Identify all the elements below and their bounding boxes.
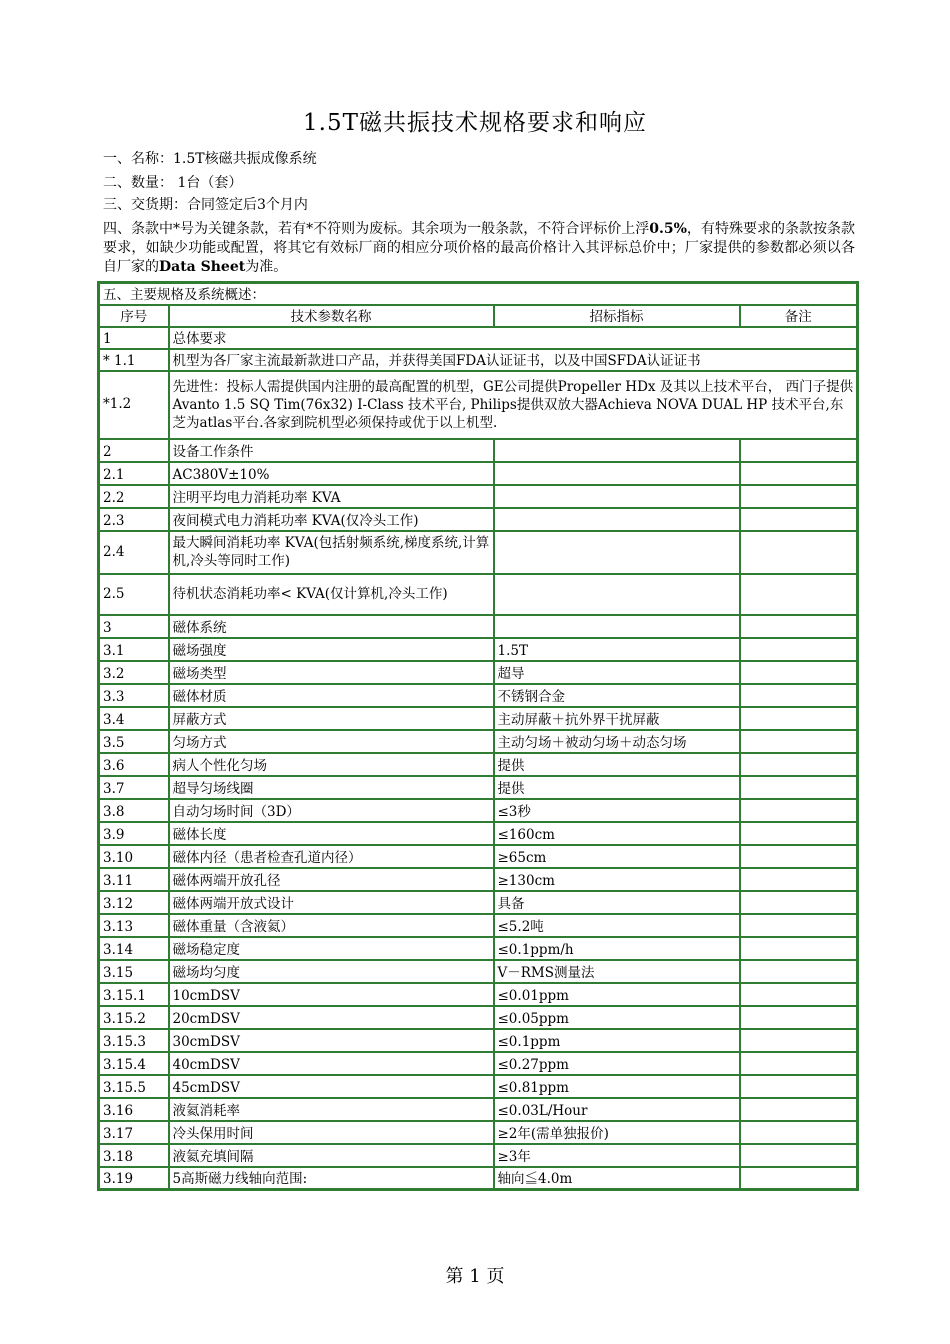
- row-note-cell: [740, 845, 858, 868]
- row-note-cell: [740, 615, 858, 638]
- row-note-cell: [740, 638, 858, 661]
- table-row: [99, 707, 858, 730]
- table-row: [99, 531, 858, 574]
- row-number-cell: 3.7: [99, 776, 169, 799]
- table-row: [99, 960, 858, 983]
- table-row: [99, 371, 858, 439]
- row-note-cell: [740, 1098, 858, 1121]
- table-row: [99, 914, 858, 937]
- table-row: [99, 1144, 858, 1167]
- quantity-line: 二、数量： 1台（套）: [103, 175, 243, 191]
- row-note-cell: [740, 508, 858, 531]
- clause-text-end: 为准。: [245, 259, 288, 275]
- row-name-cell: 机型为各厂家主流最新款进口产品，并获得美国FDA认证证书，以及中国SFDA认证证书: [169, 349, 858, 371]
- row-value-cell: ≥65cm: [494, 845, 740, 868]
- row-number-cell: 3.11: [99, 868, 169, 891]
- row-note-cell: [740, 661, 858, 684]
- row-number-cell: 3.2: [99, 661, 169, 684]
- table-row: [99, 1006, 858, 1029]
- table-row: [99, 1098, 858, 1121]
- table-row: [99, 776, 858, 799]
- row-name-cell: 液氦充填间隔: [169, 1144, 494, 1167]
- row-value-cell: 提供: [494, 776, 740, 799]
- row-note-cell: [740, 1144, 858, 1167]
- row-value-cell: V－RMS测量法: [494, 960, 740, 983]
- row-number-cell: 3.15: [99, 960, 169, 983]
- row-value-cell: ≤5.2吨: [494, 914, 740, 937]
- table-row: [99, 684, 858, 707]
- product-name-line: 一、名称：1.5T核磁共振成像系统: [103, 151, 317, 167]
- row-value-cell: 提供: [494, 753, 740, 776]
- row-name-cell: 匀场方式: [169, 730, 494, 753]
- page-title: 1.5T磁共振技术规格要求和响应: [303, 110, 647, 136]
- row-number-cell: 2.2: [99, 485, 169, 508]
- col-header-note: 备注: [740, 305, 858, 327]
- row-name-cell: 总体要求: [169, 327, 858, 349]
- table-row: [99, 1029, 858, 1052]
- row-number-cell: 3.1: [99, 638, 169, 661]
- table-row: [99, 349, 858, 371]
- table-row: [99, 891, 858, 914]
- row-name-cell: 先进性：投标人需提供国内注册的最高配置的机型，GE公司提供Propeller HDx 及其以上技术平台， 西门子提供Avanto 1.5 SQ Tim(76x32) I-Class 技术平台, Philips提供双放大器Achieva NOVA DUAL HP 技术平台,东芝为atlas平台.各家到院机型必须保持或优于以上机型.: [169, 371, 858, 439]
- row-name-cell: 20cmDSV: [169, 1006, 494, 1029]
- clause-text-start: 四、条款中*号为关键条款，若有*不符则为废标。其余项为一般条款，不符合评标价上浮: [103, 221, 650, 237]
- row-number-cell: 2.5: [99, 574, 169, 615]
- row-note-cell: [740, 822, 858, 845]
- row-name-cell: 设备工作条件: [169, 439, 494, 462]
- row-value-cell: [494, 485, 740, 508]
- row-note-cell: [740, 684, 858, 707]
- row-number-cell: 2.1: [99, 462, 169, 485]
- row-note-cell: [740, 1029, 858, 1052]
- row-name-cell: 磁体内径（患者检查孔道内径）: [169, 845, 494, 868]
- row-number-cell: 3.15.4: [99, 1052, 169, 1075]
- row-value-cell: 轴向≦4.0m: [494, 1167, 740, 1190]
- table-row: [99, 730, 858, 753]
- row-note-cell: [740, 868, 858, 891]
- row-name-cell: 待机状态消耗功率< KVA(仅计算机,冷头工作): [169, 574, 494, 615]
- row-number-cell: 3.15.1: [99, 983, 169, 1006]
- row-value-cell: ≤0.05ppm: [494, 1006, 740, 1029]
- row-note-cell: [740, 753, 858, 776]
- table-row: [99, 1167, 858, 1190]
- row-name-cell: 自动匀场时间（3D）: [169, 799, 494, 822]
- row-note-cell: [740, 1006, 858, 1029]
- row-name-cell: 磁场类型: [169, 661, 494, 684]
- section-title-row: [99, 283, 858, 305]
- row-value-cell: ≤3秒: [494, 799, 740, 822]
- row-number-cell: 3.5: [99, 730, 169, 753]
- clause-text-middle: ，有特殊要求的条款按条款要求，如缺少功能或配置，将其它有效标厂商的相应分项价格的最高价格计入其评标总价中；厂家提供的参数都必须以各自厂家的: [103, 221, 855, 275]
- row-value-cell: ≥3年: [494, 1144, 740, 1167]
- table-row: [99, 327, 858, 349]
- row-number-cell: 2: [99, 439, 169, 462]
- page-number: 第 1 页: [445, 1266, 505, 1287]
- row-value-cell: ≤0.1ppm: [494, 1029, 740, 1052]
- row-name-cell: 磁体重量（含液氦）: [169, 914, 494, 937]
- row-number-cell: 3.10: [99, 845, 169, 868]
- delivery-line: 三、交货期：合同签定后3个月内: [103, 197, 308, 213]
- row-name-cell: 磁场均匀度: [169, 960, 494, 983]
- row-value-cell: ≤0.1ppm/h: [494, 937, 740, 960]
- row-name-cell: 冷头保用时间: [169, 1121, 494, 1144]
- row-name-cell: 45cmDSV: [169, 1075, 494, 1098]
- table-row: [99, 753, 858, 776]
- row-value-cell: ≤0.01ppm: [494, 983, 740, 1006]
- row-note-cell: [740, 707, 858, 730]
- row-name-cell: 磁场强度: [169, 638, 494, 661]
- row-note-cell: [740, 891, 858, 914]
- row-name-cell: 夜间模式电力消耗功率 KVA(仅冷头工作): [169, 508, 494, 531]
- table-row: [99, 937, 858, 960]
- row-name-cell: 10cmDSV: [169, 983, 494, 1006]
- row-number-cell: 3.15.5: [99, 1075, 169, 1098]
- row-number-cell: 3.12: [99, 891, 169, 914]
- row-note-cell: [740, 960, 858, 983]
- row-name-cell: AC380V±10%: [169, 462, 494, 485]
- row-number-cell: 3.13: [99, 914, 169, 937]
- row-number-cell: * 1.1: [99, 349, 169, 371]
- row-value-cell: ≥2年(需单独报价): [494, 1121, 740, 1144]
- row-note-cell: [740, 531, 858, 574]
- row-note-cell: [740, 1167, 858, 1190]
- row-note-cell: [740, 574, 858, 615]
- row-value-cell: [494, 508, 740, 531]
- row-value-cell: [494, 439, 740, 462]
- row-number-cell: 2.3: [99, 508, 169, 531]
- row-number-cell: 3.4: [99, 707, 169, 730]
- row-name-cell: 磁体材质: [169, 684, 494, 707]
- row-name-cell: 注明平均电力消耗功率 KVA: [169, 485, 494, 508]
- row-value-cell: [494, 531, 740, 574]
- row-name-cell: 液氦消耗率: [169, 1098, 494, 1121]
- row-value-cell: 不锈钢合金: [494, 684, 740, 707]
- row-number-cell: *1.2: [99, 371, 169, 439]
- row-number-cell: 3: [99, 615, 169, 638]
- row-name-cell: 磁体两端开放孔径: [169, 868, 494, 891]
- row-name-cell: 5高斯磁力线轴向范围:: [169, 1167, 494, 1190]
- clause-datasheet: Data Sheet: [159, 259, 246, 275]
- table-row: [99, 868, 858, 891]
- row-note-cell: [740, 730, 858, 753]
- row-value-cell: 超导: [494, 661, 740, 684]
- col-header-name: 技术参数名称: [169, 305, 494, 327]
- table-row: [99, 1075, 858, 1098]
- row-number-cell: 2.4: [99, 531, 169, 574]
- row-number-cell: 3.3: [99, 684, 169, 707]
- row-value-cell: 具备: [494, 891, 740, 914]
- row-number-cell: 3.9: [99, 822, 169, 845]
- row-name-cell: 30cmDSV: [169, 1029, 494, 1052]
- section-title: 五、主要规格及系统概述：: [99, 283, 858, 305]
- row-value-cell: ≤0.03L/Hour: [494, 1098, 740, 1121]
- row-value-cell: 主动匀场＋被动匀场＋动态匀场: [494, 730, 740, 753]
- row-note-cell: [740, 1075, 858, 1098]
- row-name-cell: 病人个性化匀场: [169, 753, 494, 776]
- table-row: [99, 485, 858, 508]
- row-number-cell: 3.15.2: [99, 1006, 169, 1029]
- row-name-cell: 最大瞬间消耗功率 KVA(包括射频系统,梯度系统,计算机,冷头等同时工作): [169, 531, 494, 574]
- row-number-cell: 3.6: [99, 753, 169, 776]
- row-name-cell: 磁体长度: [169, 822, 494, 845]
- row-name-cell: 磁体系统: [169, 615, 494, 638]
- row-name-cell: 屏蔽方式: [169, 707, 494, 730]
- row-number-cell: 3.18: [99, 1144, 169, 1167]
- row-value-cell: ≤0.27ppm: [494, 1052, 740, 1075]
- row-value-cell: ≤160cm: [494, 822, 740, 845]
- table-row: [99, 638, 858, 661]
- row-number-cell: 3.16: [99, 1098, 169, 1121]
- row-number-cell: 3.17: [99, 1121, 169, 1144]
- header-row: [99, 305, 858, 327]
- table-row: [99, 462, 858, 485]
- table-row: [99, 983, 858, 1006]
- clause-percent: 0.5%: [649, 221, 687, 237]
- row-number-cell: 3.15.3: [99, 1029, 169, 1052]
- row-note-cell: [740, 1052, 858, 1075]
- clause-paragraph: [103, 220, 855, 277]
- row-name-cell: 磁场稳定度: [169, 937, 494, 960]
- row-value-cell: ≥130cm: [494, 868, 740, 891]
- table-row: [99, 1121, 858, 1144]
- row-value-cell: 主动屏蔽＋抗外界干扰屏蔽: [494, 707, 740, 730]
- row-note-cell: [740, 983, 858, 1006]
- row-note-cell: [740, 914, 858, 937]
- row-number-cell: 3.19: [99, 1167, 169, 1190]
- col-header-value: 招标指标: [494, 305, 740, 327]
- col-header-no: 序号: [99, 305, 169, 327]
- table-row: [99, 845, 858, 868]
- table-row: [99, 822, 858, 845]
- spec-table: [97, 281, 859, 1191]
- row-note-cell: [740, 485, 858, 508]
- row-number-cell: 1: [99, 327, 169, 349]
- row-name-cell: 超导匀场线圈: [169, 776, 494, 799]
- row-value-cell: [494, 615, 740, 638]
- row-note-cell: [740, 1121, 858, 1144]
- row-value-cell: [494, 574, 740, 615]
- table-row: [99, 508, 858, 531]
- row-note-cell: [740, 776, 858, 799]
- table-row: [99, 799, 858, 822]
- row-name-cell: 磁体两端开放式设计: [169, 891, 494, 914]
- row-name-cell: 40cmDSV: [169, 1052, 494, 1075]
- table-row: [99, 439, 858, 462]
- row-note-cell: [740, 937, 858, 960]
- row-value-cell: 1.5T: [494, 638, 740, 661]
- table-row: [99, 1052, 858, 1075]
- row-value-cell: [494, 462, 740, 485]
- row-number-cell: 3.8: [99, 799, 169, 822]
- table-row: [99, 574, 858, 615]
- row-number-cell: 3.14: [99, 937, 169, 960]
- row-note-cell: [740, 799, 858, 822]
- table-row: [99, 615, 858, 638]
- row-note-cell: [740, 462, 858, 485]
- table-row: [99, 661, 858, 684]
- row-value-cell: ≤0.81ppm: [494, 1075, 740, 1098]
- row-note-cell: [740, 439, 858, 462]
